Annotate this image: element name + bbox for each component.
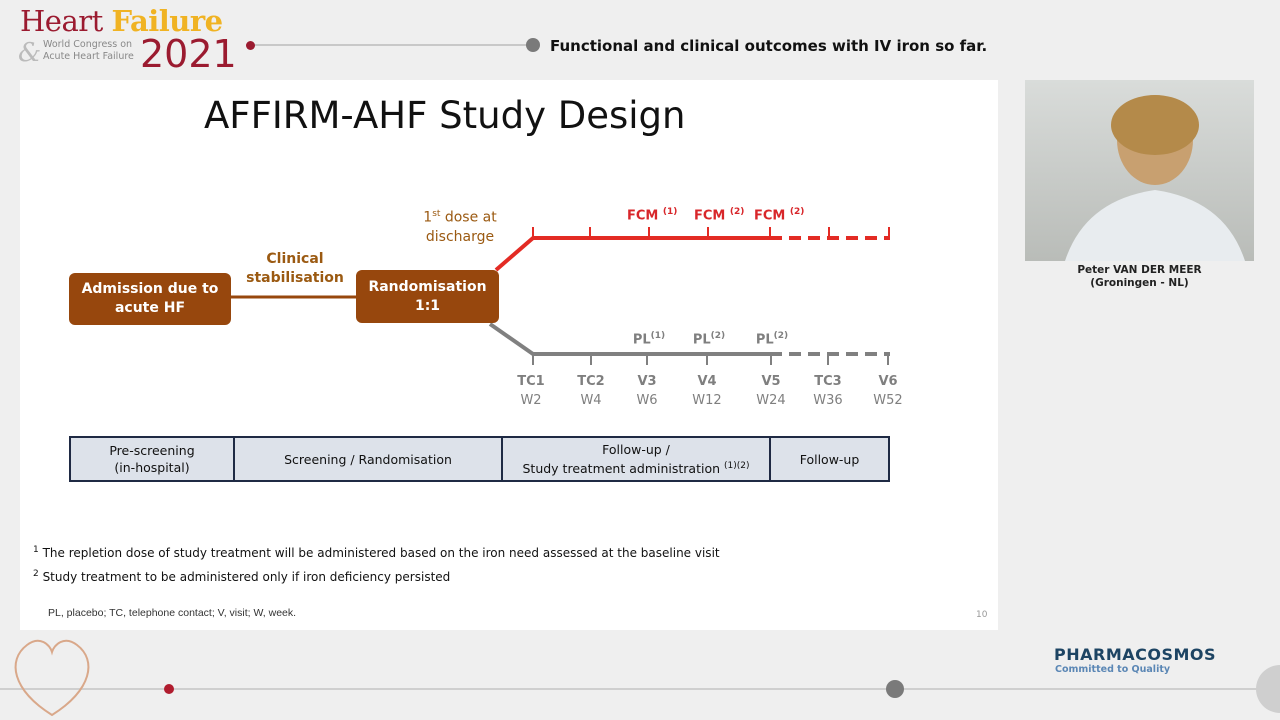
abbreviations: PL, placebo; TC, telephone contact; V, visit; W, week. <box>48 607 297 619</box>
logo-year: 2021 <box>140 32 237 76</box>
visit-label: V3 W6 <box>636 374 658 408</box>
phase-prescreening: Pre-screening (in-hospital) <box>71 438 235 480</box>
footnote-2: $^2$ Study treatment to be administered only if iron deficiency persisted <box>33 569 451 584</box>
footer-circle <box>1256 665 1280 713</box>
visit-label: TC3 W36 <box>813 374 843 408</box>
visit-label: V4 W12 <box>692 374 722 408</box>
fcm-label-v4: FCM $^{(2)}$ <box>694 207 745 224</box>
fcm-label-v5: FCM $^{(2)}$ <box>754 207 805 224</box>
pl-label-v5: PL$^{(2)}$ <box>755 331 789 348</box>
pl-label-v3: PL$^{(1)}$ <box>632 331 666 348</box>
phase-table <box>69 436 890 482</box>
logo-ampersand: & <box>18 38 42 68</box>
footnote-1: $^1$ The repletion dose of study treatment will be administered based on the iron need assessed at the baseline visit <box>33 545 720 560</box>
fcm-arm-line <box>496 238 770 270</box>
phase-followup-treatment: Follow-up / Study treatment administration $^{(1)(2)}$ <box>503 438 771 480</box>
visit-label: V5 W24 <box>756 374 786 408</box>
pl-label-v4: PL$^{(2)}$ <box>692 331 726 348</box>
phase-followup: Follow-up <box>799 451 860 467</box>
footer-divider <box>0 688 1280 690</box>
stabilisation-label: Clinical stabilisation <box>246 251 344 286</box>
speaker-name: Peter VAN DER MEER (Groningen - NL) <box>1077 264 1202 289</box>
session-title: Functional and clinical outcomes with IV iron so far. <box>550 37 988 55</box>
sponsor-logo: PHARMACOSMOS <box>1054 645 1217 664</box>
logo-subtitle: World Congress on Acute Heart Failure <box>43 39 134 62</box>
slide-title: AFFIRM-AHF Study Design <box>204 94 686 137</box>
visit-label: TC2 W4 <box>577 374 605 408</box>
randomisation-box: Randomisation 1:1 <box>356 270 499 323</box>
congress-logo: Heart Failure <box>20 4 223 38</box>
visit-label: TC1 W2 <box>517 374 545 408</box>
footer-dot-grey <box>886 680 904 698</box>
speaker-video <box>1025 80 1254 261</box>
phase-screening: Screening / Randomisation <box>235 438 503 480</box>
page-number: 10 <box>976 610 988 620</box>
admission-box: Admission due to acute HF <box>69 273 231 325</box>
first-dose-label: 1st dose at discharge <box>423 209 497 245</box>
speaker-silhouette <box>1025 80 1254 261</box>
heart-illustration-icon <box>2 630 102 720</box>
footer-dot-red <box>164 684 174 694</box>
sponsor-tagline: Committed to Quality <box>1055 664 1171 675</box>
fcm-label-v3: FCM $^{(1)}$ <box>627 207 678 224</box>
visit-label: V6 W52 <box>873 374 903 408</box>
